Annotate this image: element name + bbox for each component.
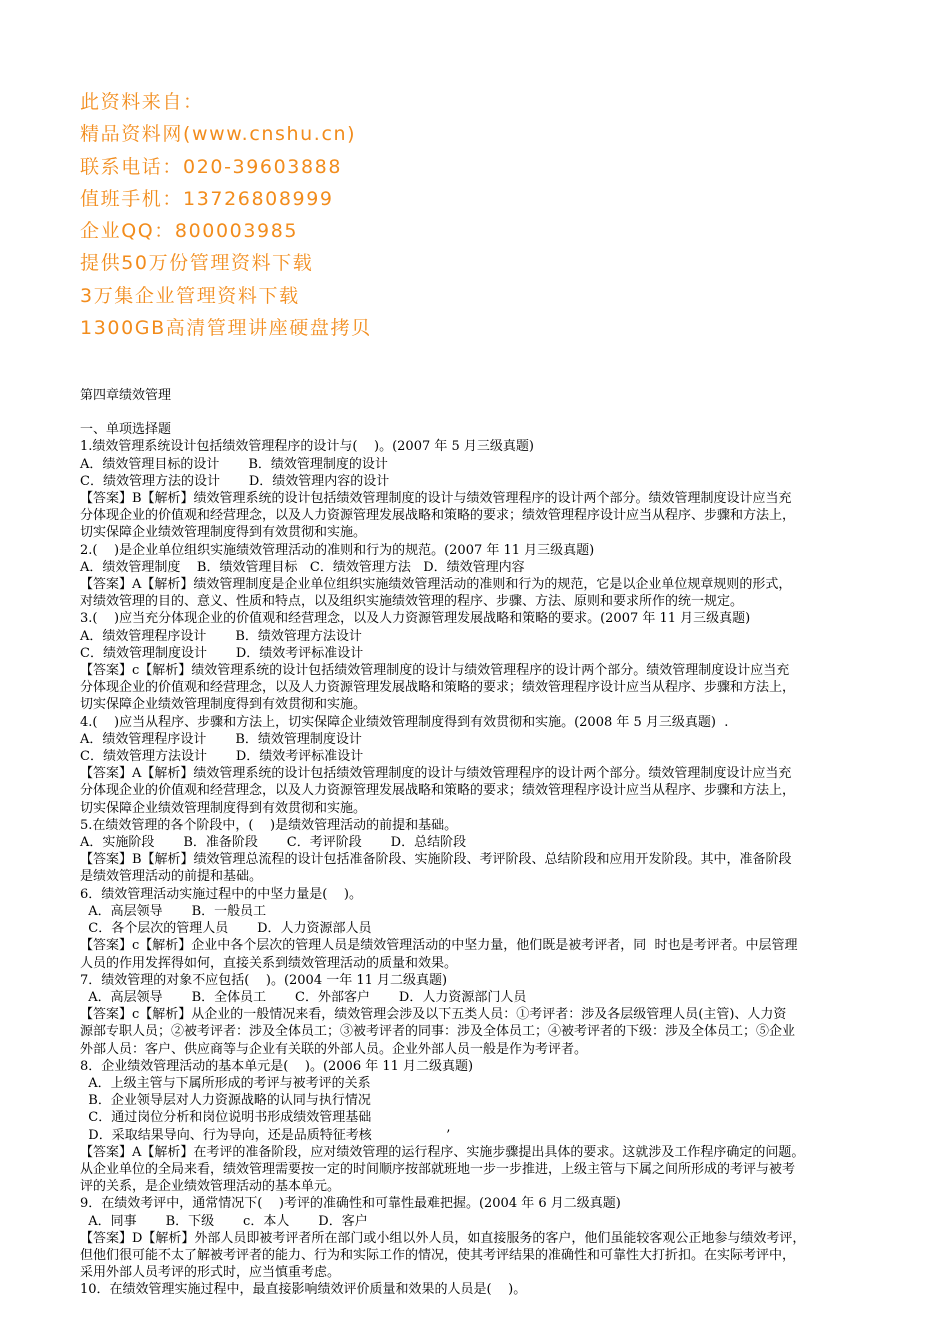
text-line: A．绩效管理制度 B．绩效管理目标 C．绩效管理方法 D．绩效管理内容 xyxy=(80,559,525,575)
chapter-title: 第四章绩效管理 xyxy=(80,388,172,403)
text-line: 【答案】D【解析】外部人员即被考评者所在部门或小组以外人员，如直接服务的客户，他们虽能较客观公正地参与绩效考评， xyxy=(80,1230,806,1246)
text-line: A．绩效管理目标的设计 B．绩效管理制度的设计 xyxy=(80,456,388,472)
text-line: 对绩效管理的目的、意义、性质和特点，以及组织实施绩效管理的程序、步骤、方法、原则和要求所作的统一规定。 xyxy=(80,594,744,610)
header-line: 值班手机：13726808999 xyxy=(80,187,334,210)
text-line: A．上级主管与下属所形成的考评与被考评的关系 xyxy=(80,1075,371,1091)
text-line: 【答案】B【解析】绩效管理总流程的设计包括准备阶段、实施阶段、考评阶段、总结阶段和应用开发阶段。其中，准备阶段 xyxy=(80,852,792,868)
text-line: C．绩效管理方法设计 D．绩效考评标准设计 xyxy=(80,749,364,765)
text-line: 分体现企业的价值观和经营理念，以及人力资源管理发展战略和策略的要求；绩效管理程序设计应当从程序、步骤和方法上， xyxy=(80,783,796,799)
header-line: 1300GB高清管理讲座硬盘拷贝 xyxy=(80,317,372,340)
text-line: 人员的作用发挥得如何，直接关系到绩效管理活动的质量和效果。 xyxy=(80,955,458,971)
text-line: A．绩效管理程序设计 B．绩效管理方法设计 xyxy=(80,628,362,644)
question-list xyxy=(80,421,875,1298)
text-line: D．采取结果导向、行为导向，还是品质特征考核 ’ xyxy=(80,1127,451,1143)
text-line: C．绩效管理制度设计 D．绩效考评标准设计 xyxy=(80,645,364,661)
header-line: 3万集企业管理资料下载 xyxy=(80,284,300,307)
text-line: A．高层领导 B．全体员工 C．外部客户 D．人力资源部门人员 xyxy=(80,989,527,1005)
text-line: B．企业领导层对人力资源战略的认同与执行情况 xyxy=(80,1093,371,1109)
text-line: 【答案】A【解析】绩效管理制度是企业单位组织实施绩效管理活动的准则和行为的规范，它是以企业单位规章规则的形式， xyxy=(80,577,792,593)
text-line: 【答案】c【解析】企业中各个层次的管理人员是绩效管理活动的中坚力量，他们既是被考评者，同 时也是考评者。中层管理 xyxy=(80,938,798,954)
text-line: 从企业单位的全局来看，绩效管理需要按一定的时间顺序按部就班地一步一步推进，上级主管与下属之间所形成的考评与被考 xyxy=(80,1161,796,1177)
header-line: 精品资料网(www.cnshu.cn) xyxy=(80,123,357,146)
text-line: 3.( )应当充分体现企业的价值观和经营理念，以及人力资源管理发展战略和策略的要求。(2007 年 11 月三级真题) xyxy=(80,611,751,627)
text-line: 切实保障企业绩效管理制度得到有效贯彻和实施。 xyxy=(80,697,367,713)
text-line: 【答案】A【解析】在考评的准备阶段，应对绩效管理的运行程序、实施步骤提出具体的要求。这就涉及工作程序确定的问题。 xyxy=(80,1144,805,1160)
text-line: 切实保障企业绩效管理制度得到有效贯彻和实施。 xyxy=(80,800,367,816)
text-line: A．绩效管理程序设计 B．绩效管理制度设计 xyxy=(80,731,362,747)
text-line: 但他们很可能不太了解被考评者的能力、行为和实际工作的情况，使其考评结果的准确性和可靠性大打折扣。在实际考评中， xyxy=(80,1247,796,1263)
text-line: 8．企业绩效管理活动的基本单元是( )。(2006 年 11 月二级真题) xyxy=(80,1058,474,1074)
text-line: C．各个层次的管理人员 D．人力资源部人员 xyxy=(80,921,372,937)
text-line: 【答案】c【解析】绩效管理系统的设计包括绩效管理制度的设计与绩效管理程序的设计两个部分。绩效管理制度设计应当充 xyxy=(80,663,790,679)
text-line: 分体现企业的价值观和经营理念，以及人力资源管理发展战略和策略的要求；绩效管理程序设计应当从程序、步骤和方法上， xyxy=(80,680,796,696)
text-line: 【答案】B【解析】绩效管理系统的设计包括绩效管理制度的设计与绩效管理程序的设计两个部分。绩效管理制度设计应当充 xyxy=(80,491,792,507)
text-line: 9．在绩效考评中，通常情况下( )考评的准确性和可靠性最难把握。(2004 年 6 月二级真题) xyxy=(80,1196,621,1212)
header-line: 企业QQ：800003985 xyxy=(80,220,299,243)
header-line: 提供50万份管理资料下载 xyxy=(80,252,314,275)
text-line: 分体现企业的价值观和经营理念，以及人力资源管理发展战略和策略的要求；绩效管理程序设计应当从程序、步骤和方法上， xyxy=(80,508,796,524)
text-line: 【答案】A【解析】绩效管理系统的设计包括绩效管理制度的设计与绩效管理程序的设计两个部分。绩效管理制度设计应当充 xyxy=(80,766,792,782)
text-line: 10．在绩效管理实施过程中，最直接影响绩效评价质量和效果的人员是( )。 xyxy=(80,1282,527,1298)
text-line: 5.在绩效管理的各个阶段中，( )是绩效管理活动的前提和基础。 xyxy=(80,817,458,833)
text-line: 2.( )是企业单位组织实施绩效管理活动的准则和行为的规范。(2007 年 11 月三级真题) xyxy=(80,542,595,558)
source-header xyxy=(80,86,880,344)
text-line: C．绩效管理方法的设计 D．绩效管理内容的设计 xyxy=(80,473,390,489)
text-line: C．通过岗位分析和岗位说明书形成绩效管理基础 xyxy=(80,1110,372,1126)
text-line: A．同事 B．下级 c．本人 D．客户 xyxy=(80,1213,368,1229)
text-line: 1.绩效管理系统设计包括绩效管理程序的设计与( )。(2007 年 5 月三级真题) xyxy=(80,439,534,455)
text-line: 是绩效管理活动的前提和基础。 xyxy=(80,869,263,885)
text-line: 4.( )应当从程序、步骤和方法上，切实保障企业绩效管理制度得到有效贯彻和实施。(2008 年 5 月三级真题) . xyxy=(80,714,729,730)
text-line: 6．绩效管理活动实施过程中的中坚力量是( )。 xyxy=(80,886,362,902)
header-line: 此资料来自： xyxy=(80,91,204,113)
text-line: 一、单项选择题 xyxy=(80,422,172,438)
header-line: 联系电话：020-39603888 xyxy=(80,155,343,178)
text-line: A．实施阶段 B．准备阶段 C．考评阶段 D．总结阶段 xyxy=(80,835,467,851)
text-line: 外部人员：客户、供应商等与企业有关联的外部人员。企业外部人员一般是作为考评者。 xyxy=(80,1041,588,1057)
text-line: 评的关系，是企业绩效管理活动的基本单元。 xyxy=(80,1179,341,1195)
document-body xyxy=(80,387,875,1299)
text-line: 切实保障企业绩效管理制度得到有效贯彻和实施。 xyxy=(80,525,367,541)
text-line: 7．绩效管理的对象不应包括( )。(2004 一年 11 月二级真题) xyxy=(80,972,448,988)
text-line: 【答案】c【解析】从企业的一般情况来看，绩效管理会涉及以下五类人员：①考评者：涉及各层级管理人员(主管)、人力资 xyxy=(80,1007,787,1023)
text-line: 源部专职人员；②被考评者：涉及全体员工；③被考评者的同事：涉及全体员工；④被考评者的下级：涉及全体员工；⑤企业 xyxy=(80,1024,796,1040)
text-line: A．高层领导 B．一般员工 xyxy=(80,903,267,919)
text-line: 采用外部人员考评的形式时，应当慎重考虑。 xyxy=(80,1265,341,1281)
